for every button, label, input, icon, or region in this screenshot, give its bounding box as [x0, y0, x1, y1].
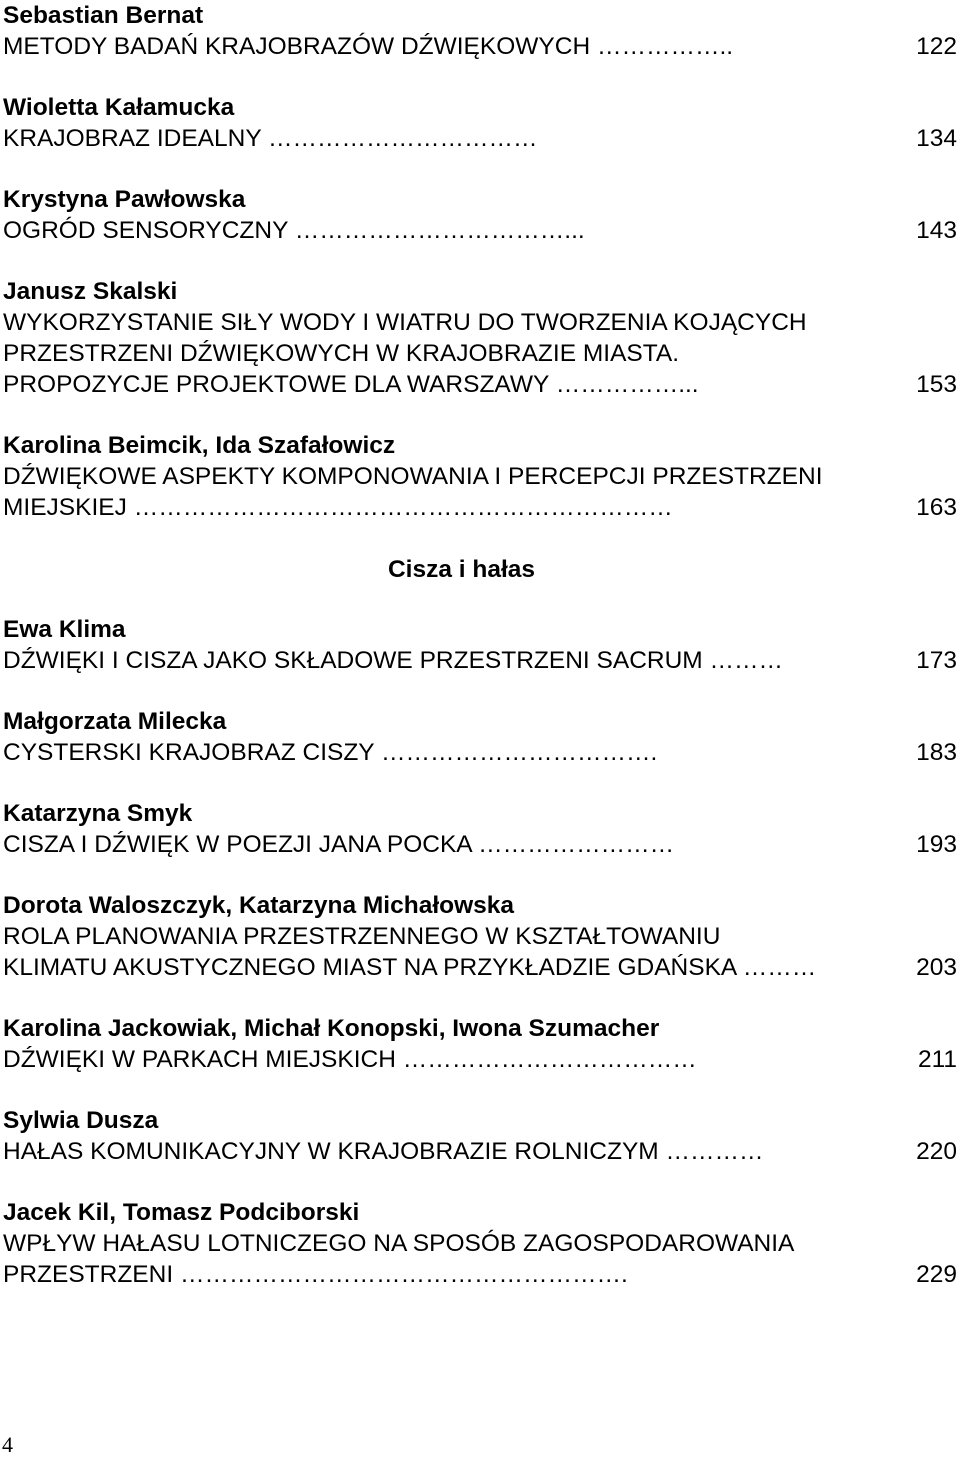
entry-title-line [3, 1044, 960, 1075]
entry-title-text: PRZESTRZENI ………………………………………………. [3, 1261, 628, 1288]
entry-title-text: PROPOZYCJE PROJEKTOWE DLA WARSZAWY ……………... [3, 371, 699, 398]
entry-title-text: KLIMATU AKUSTYCZNEGO MIAST NA PRZYKŁADZIE GDAŃSKA ……… [3, 954, 817, 981]
toc-entry [3, 706, 960, 768]
entry-title-text: CISZA I DŹWIĘK W POEZJI JANA POCKA …………………… [3, 831, 675, 858]
entry-page-number: 163 [916, 494, 957, 521]
toc-entry [3, 1013, 960, 1075]
entry-page-number: 183 [916, 739, 957, 766]
entry-author: Katarzyna Smyk [3, 800, 193, 827]
entry-author: Jacek Kil, Tomasz Podciborski [3, 1199, 360, 1226]
entry-title-text: CYSTERSKI KRAJOBRAZ CISZY ……………………………. [3, 739, 658, 766]
toc-entry [3, 1197, 960, 1290]
entry-page-number: 229 [916, 1261, 957, 1288]
entry-title-line [3, 737, 960, 768]
entry-title-line [3, 338, 960, 369]
entry-author: Ewa Klima [3, 616, 126, 643]
toc-entry [3, 614, 960, 676]
entry-title-text: KRAJOBRAZ IDEALNY …………………………… [3, 125, 538, 152]
entry-title-line [3, 307, 960, 338]
entry-page-number: 122 [916, 33, 957, 60]
entry-title-text: DŹWIĘKI W PARKACH MIEJSKICH ……………………………… [3, 1046, 697, 1073]
toc-entries-part1 [3, 0, 960, 553]
entry-title-line [3, 952, 960, 983]
entry-author: Sylwia Dusza [3, 1107, 159, 1134]
entry-title-line [3, 921, 960, 952]
entry-gap [3, 860, 960, 890]
entry-gap [3, 246, 960, 276]
entry-gap [3, 1167, 960, 1197]
entry-title-text: PRZESTRZENI DŹWIĘKOWYCH W KRAJOBRAZIE MIASTA. [3, 340, 680, 367]
entry-title-line [3, 1136, 960, 1167]
toc-entry [3, 184, 960, 246]
entry-page-number: 134 [916, 125, 957, 152]
entry-author: Małgorzata Milecka [3, 708, 227, 735]
entry-gap [3, 1290, 960, 1320]
toc-entry [3, 0, 960, 62]
entry-author: Janusz Skalski [3, 278, 178, 305]
entry-title-text: MIEJSKIEJ ………………………………………………………… [3, 494, 673, 521]
entry-page-number: 193 [916, 831, 957, 858]
table-of-contents [3, 0, 960, 1320]
entry-gap [3, 523, 960, 553]
entry-title-line [3, 461, 960, 492]
entry-gap [3, 1075, 960, 1105]
entry-page-number: 173 [916, 647, 957, 674]
entry-gap [3, 983, 960, 1013]
entry-author: Karolina Jackowiak, Michał Konopski, Iwona Szumacher [3, 1015, 660, 1042]
entry-gap [3, 768, 960, 798]
entry-author: Dorota Waloszczyk, Katarzyna Michałowska [3, 892, 515, 919]
toc-entry [3, 276, 960, 400]
toc-entry [3, 890, 960, 983]
entry-title-text: DŹWIĘKI I CISZA JAKO SKŁADOWE PRZESTRZENI SACRUM ……… [3, 647, 784, 674]
entry-author: Sebastian Bernat [3, 2, 204, 29]
entry-author: Karolina Beimcik, Ida Szafałowicz [3, 432, 396, 459]
entry-page-number: 220 [916, 1138, 957, 1165]
entry-title-text: OGRÓD SENSORYCZNY ……………………………... [3, 217, 585, 244]
entry-gap [3, 62, 960, 92]
entry-title-text: WPŁYW HAŁASU LOTNICZEGO NA SPOSÓB ZAGOSPODAROWANIA [3, 1230, 795, 1257]
entry-title-line [3, 369, 960, 400]
entry-title-text: HAŁAS KOMUNIKACYJNY W KRAJOBRAZIE ROLNICZYM ………… [3, 1138, 764, 1165]
toc-entry [3, 1105, 960, 1167]
toc-entry [3, 430, 960, 523]
entry-title-text: ROLA PLANOWANIA PRZESTRZENNEGO W KSZTAŁTOWANIU [3, 923, 721, 950]
entry-author: Krystyna Pawłowska [3, 186, 246, 213]
entry-page-number: 153 [916, 371, 957, 398]
entry-title-line [3, 829, 960, 860]
entry-title-line [3, 1259, 960, 1290]
entry-title-line [3, 645, 960, 676]
entry-title-line [3, 492, 960, 523]
entry-gap [3, 154, 960, 184]
section-title: Cisza i hałas [387, 556, 536, 583]
entry-title-text: WYKORZYSTANIE SIŁY WODY I WIATRU DO TWORZENIA KOJĄCYCH [3, 309, 807, 336]
toc-entry [3, 92, 960, 154]
entry-title-line [3, 215, 960, 246]
entry-title-text: DŹWIĘKOWE ASPEKTY KOMPONOWANIA I PERCEPCJI PRZESTRZENI [3, 463, 823, 490]
entry-author: Wioletta Kałamucka [3, 94, 235, 121]
entry-title-line [3, 123, 960, 154]
page-number: 4 [2, 1432, 13, 1457]
entry-title-line [3, 1228, 960, 1259]
entry-page-number: 143 [916, 217, 957, 244]
entry-title-line [3, 31, 960, 62]
toc-entries-part2 [3, 614, 960, 1320]
entry-page-number: 211 [917, 1046, 957, 1073]
entry-gap [3, 400, 960, 430]
entry-page-number: 203 [916, 954, 957, 981]
toc-entry [3, 798, 960, 860]
entry-title-text: METODY BADAŃ KRAJOBRAZÓW DŹWIĘKOWYCH …………….. [3, 33, 734, 60]
entry-gap [3, 676, 960, 706]
